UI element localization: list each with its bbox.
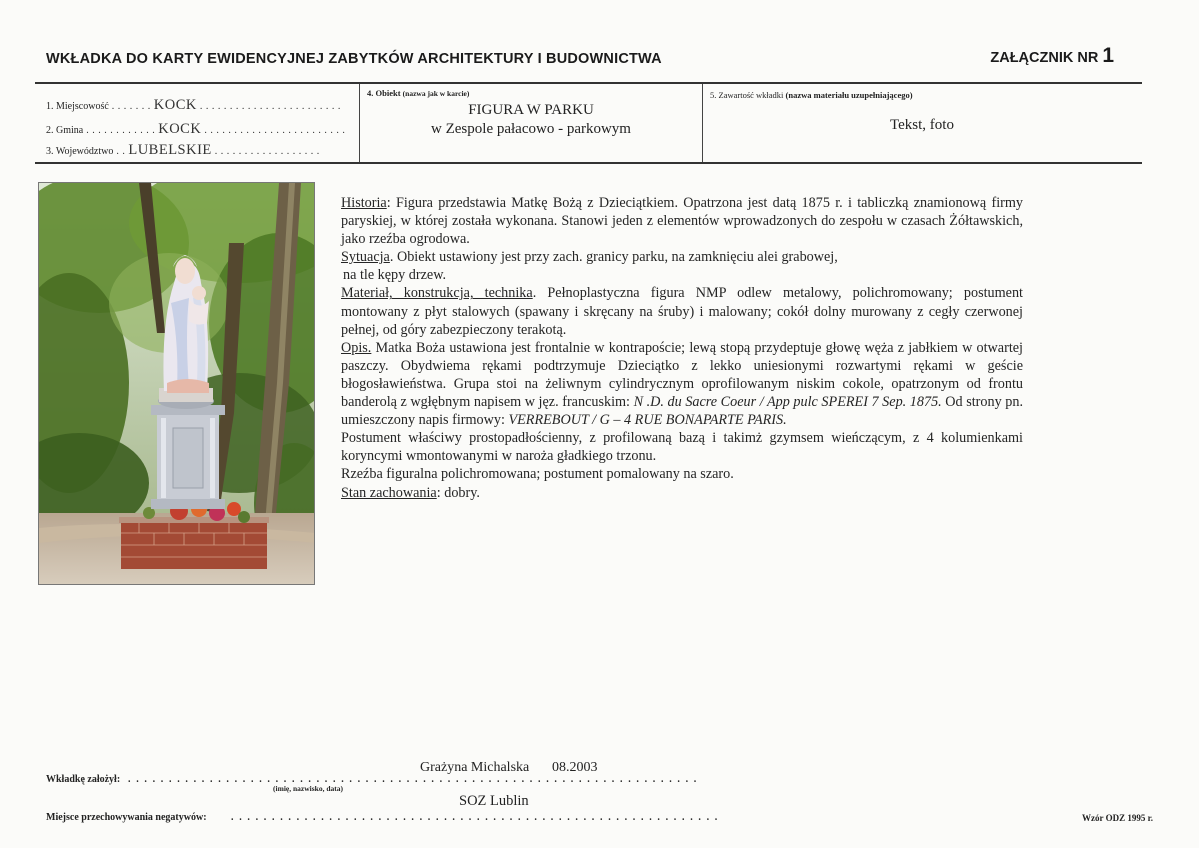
condition-text: : dobry. xyxy=(436,484,480,501)
founded-label: Wkładkę założył: xyxy=(46,774,121,785)
founded-hint: (imię, nazwisko, data) xyxy=(273,784,343,793)
voivodeship-value: LUBELSKIE xyxy=(128,142,212,158)
place-label: 1. Miejscowość xyxy=(46,101,109,112)
situation-paragraph-2: na tle kępy drzew. xyxy=(343,267,447,284)
field-place: 1. Miejscowość . . . . . . . KOCK . . . . . . . . . . . . . . . . . . . . . . . . xyxy=(46,97,341,113)
founded-dotted-line: . . . . . . . . . . . . . . . . . . . . . . . . . . . . . . . . . . . . . . . . . . . . . . . . . . . . . . . . . . . . . . . . . . . . . . xyxy=(128,774,698,785)
description-heading: Opis. xyxy=(341,339,372,356)
founder-date: 08.2003 xyxy=(552,760,598,775)
description-text xyxy=(341,194,1023,502)
material-heading: Materiał, konstrukcja, technika xyxy=(341,285,533,302)
annex-label: ZAŁĄCZNIK NR xyxy=(990,50,1099,66)
statue-photo xyxy=(38,182,315,585)
condition-heading: Stan zachowania xyxy=(341,484,437,501)
inscription-firm: VERREBOUT / G – 4 RUE BONAPARTE PARIS. xyxy=(508,412,787,429)
inscription-french: N .D. du Sacre Coeur / App pulc SPEREI 7 Sep. 1875. xyxy=(633,394,942,411)
material-text: . Pełnoplastyczna figura NMP odlew metalowy, polichromowany; postument montowany z płyt stalowych (spawany i skręcany na śruby) i malowany; cokół dolny murowany z cegły czerwonej pełnej, od góry zabezpieczony terakotą. xyxy=(341,285,1023,338)
condition-paragraph xyxy=(341,484,1023,502)
commune-label: 2. Gmina xyxy=(46,125,84,136)
negatives-place: SOZ Lublin xyxy=(459,793,529,809)
history-paragraph xyxy=(341,194,1023,248)
field-commune: 2. Gmina . . . . . . . . . . . . KOCK . . . . . . . . . . . . . . . . . . . . . . . . xyxy=(46,121,346,137)
description-paragraph xyxy=(341,339,1023,429)
voivodeship-label: 3. Województwo xyxy=(46,146,114,157)
north-side-text: Od strony pn. umieszczony napis firmowy: xyxy=(341,394,1024,429)
history-heading: Historia xyxy=(341,195,387,211)
situation-heading: Sytuacja xyxy=(341,249,390,266)
object-label: 4. Obiekt (nazwa jak w karcie) xyxy=(367,88,470,98)
history-text: : Figura przedstawia Matkę Bożą z Dzieciątkiem. Opatrzona jest datą 1875 r. i tabliczką znamionową firmy paryskiej, w której została wykonana. Stanowi jeden z elementów wprowadzonych do zespołu w czasach Żółtawskich, jako rzeźba ogrodowa. xyxy=(341,195,1023,248)
contents-value: Tekst, foto xyxy=(890,117,954,133)
place-value: KOCK xyxy=(153,97,197,113)
situation-paragraph xyxy=(341,248,1023,266)
pedestal-paragraph: Postument właściwy prostopadłościenny, z profilowaną bazą i takimż gzymsem wieńczącym, z 4 kolumienkami koryncymi wmontowanymi w naroża gładkiego trzonu. xyxy=(341,430,1023,465)
form-pattern: Wzór ODZ 1995 r. xyxy=(1082,813,1153,823)
negatives-dotted-line: . . . . . . . . . . . . . . . . . . . . . . . . . . . . . . . . . . . . . . . . . . . . . . . . . . . . . . . . . . . . xyxy=(231,812,719,823)
contents-label: 5. Zawartość wkładki (nazwa materiału uzupełniającego) xyxy=(710,90,913,100)
object-context: w Zespole pałacowo - parkowym xyxy=(431,121,631,137)
material-paragraph xyxy=(341,284,1023,338)
founder-name: Grażyna Michalska xyxy=(420,760,530,775)
object-name: FIGURA W PARKU xyxy=(468,102,594,118)
situation-text: . Obiekt ustawiony jest przy zach. granicy parku, na zamknięciu alei grabowej, xyxy=(389,249,838,266)
header-bottom-rule xyxy=(35,162,1142,164)
description-body: Matka Boża ustawiona jest frontalnie w kontrapoście; lewą stopą przydeptuje głowę węża z jabłkiem w otwartej paszczy. Obydwiema rękami podtrzymuje Dzieciątko z lekko uniesionymi rozwartymi rękami w geście błogosławieństwa. Grupa stoi na żeliwnym cylindrycznym oprofilowanym niskim cokole, opatrzonym od frontu banderolą z wgłębnym napisem w jęz. francuskim: xyxy=(341,339,1023,411)
annex-number xyxy=(990,44,1114,68)
statue-photo-image xyxy=(39,183,315,585)
field-voivodeship: 3. Województwo . . LUBELSKIE . . . . . . . . . . . . . . . . . . xyxy=(46,142,320,158)
sculpture-paragraph: Rzeźba figuralna polichromowana; postument pomalowany na szaro. xyxy=(341,466,734,483)
annex-value: 1 xyxy=(1102,44,1114,67)
negatives-label: Miejsce przechowywania negatywów: xyxy=(46,812,207,823)
form-title: WKŁADKA DO KARTY EWIDENCYJNEJ ZABYTKÓW ARCHITEKTURY I BUDOWNICTWA xyxy=(46,51,662,67)
commune-value: KOCK xyxy=(158,121,202,137)
header-top-rule xyxy=(35,82,1142,84)
